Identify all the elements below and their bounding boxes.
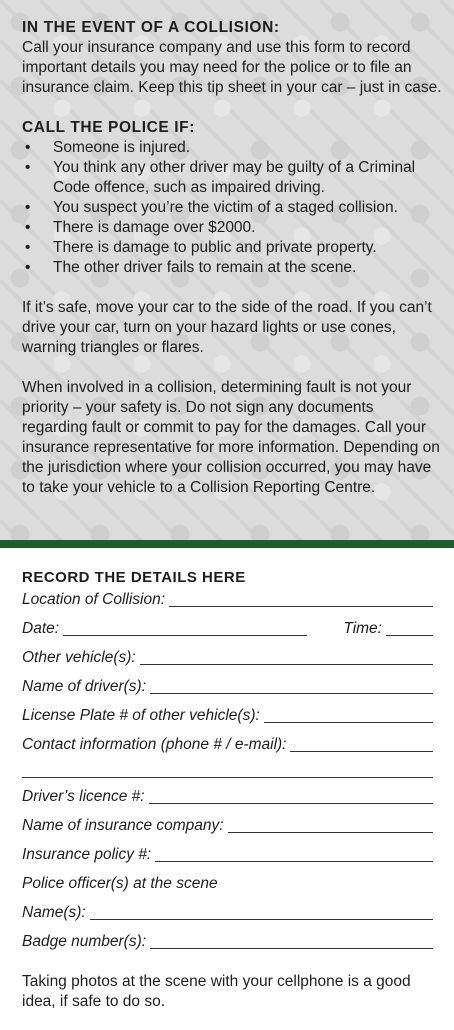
spacer [22, 278, 442, 298]
drivers-licence-row [22, 778, 433, 807]
info-content [22, 18, 442, 498]
police-list [22, 138, 442, 278]
date-label: Date: [22, 620, 60, 637]
bullet-icon: • [25, 219, 31, 236]
contact-label: Contact information (phone # / e-mail): [22, 736, 287, 753]
details-form [22, 568, 433, 952]
section-divider [0, 540, 454, 548]
list-item: • There is damage over $2000. [25, 219, 256, 236]
time-field[interactable] [386, 617, 433, 636]
location-field[interactable] [169, 588, 433, 607]
license-plate-label: License Plate # of other vehicle(s): [22, 707, 260, 724]
police-officers-row [22, 865, 433, 894]
license-plate-field[interactable] [264, 704, 433, 723]
insurance-policy-label: Insurance policy #: [22, 846, 152, 863]
insurance-company-field[interactable] [228, 814, 433, 833]
contact-field-continued[interactable] [22, 759, 433, 778]
list-item: • You think any other driver may be guilty of a Criminal Code offence, such as impaired driving. [25, 159, 416, 196]
bullet-icon: • [25, 159, 31, 176]
location-row [22, 588, 433, 610]
collision-intro: Call your insurance company and use this form to record important details you may need for the police or to file an insurance claim. Keep this tip sheet in your car – just in case. [22, 39, 442, 96]
list-item: • You suspect you’re the victim of a staged collision. [25, 199, 398, 216]
other-vehicles-field[interactable] [140, 646, 433, 665]
driver-names-row [22, 668, 433, 697]
officer-names-label: Name(s): [22, 904, 86, 921]
bullet-icon: • [25, 139, 31, 156]
fault-paragraph: When involved in a collision, determining fault is not your priority – your safety is. Do not sign any documents regarding fault or commit to pay for the damages. Call your insurance representative for more information. Depending on the jurisdiction where your collision occurred, you may have to take your vehicle to a Collision Reporting Centre. [22, 379, 440, 496]
insurance-company-label: Name of insurance company: [22, 817, 224, 834]
police-heading: CALL THE POLICE IF: [22, 119, 195, 136]
badge-row [22, 923, 433, 952]
other-vehicles-label: Other vehicle(s): [22, 649, 136, 666]
collision-heading: IN THE EVENT OF A COLLISION: [22, 19, 280, 36]
police-officers-label: Police officer(s) at the scene [22, 875, 218, 892]
officer-names-row [22, 894, 433, 923]
list-item: • There is damage to public and private property. [25, 239, 377, 256]
date-time-row [22, 610, 433, 639]
list-item: • The other driver fails to remain at the scene. [25, 259, 357, 276]
other-vehicles-row [22, 639, 433, 668]
drivers-licence-label: Driver’s licence #: [22, 788, 145, 805]
insurance-company-row [22, 807, 433, 836]
list-item: • Someone is injured. [25, 139, 190, 156]
bullet-icon: • [25, 259, 31, 276]
bullet-icon: • [25, 239, 31, 256]
driver-names-label: Name of driver(s): [22, 678, 147, 695]
date-field[interactable] [63, 617, 307, 636]
driver-names-field[interactable] [150, 675, 433, 694]
badge-label: Badge number(s): [22, 933, 147, 950]
contact-row [22, 726, 433, 755]
drivers-licence-field[interactable] [149, 785, 433, 804]
contact-field[interactable] [290, 733, 433, 752]
safety-paragraph: If it’s safe, move your car to the side of the road. If you can’t drive your car, turn on your hazard lights or use cones, warning triangles or flares. [22, 299, 432, 356]
time-label: Time: [343, 620, 382, 637]
location-label: Location of Collision: [22, 591, 166, 608]
footer-note: Taking photos at the scene with your cellphone is a good idea, if safe to do so. [22, 973, 411, 1010]
badge-field[interactable] [150, 930, 433, 949]
insurance-policy-row [22, 836, 433, 865]
bullet-icon: • [25, 199, 31, 216]
spacer [22, 98, 442, 118]
license-plate-row [22, 697, 433, 726]
spacer [22, 358, 442, 378]
officer-names-field[interactable] [90, 901, 433, 920]
form-title: RECORD THE DETAILS HERE [22, 569, 246, 586]
insurance-policy-field[interactable] [155, 843, 433, 862]
